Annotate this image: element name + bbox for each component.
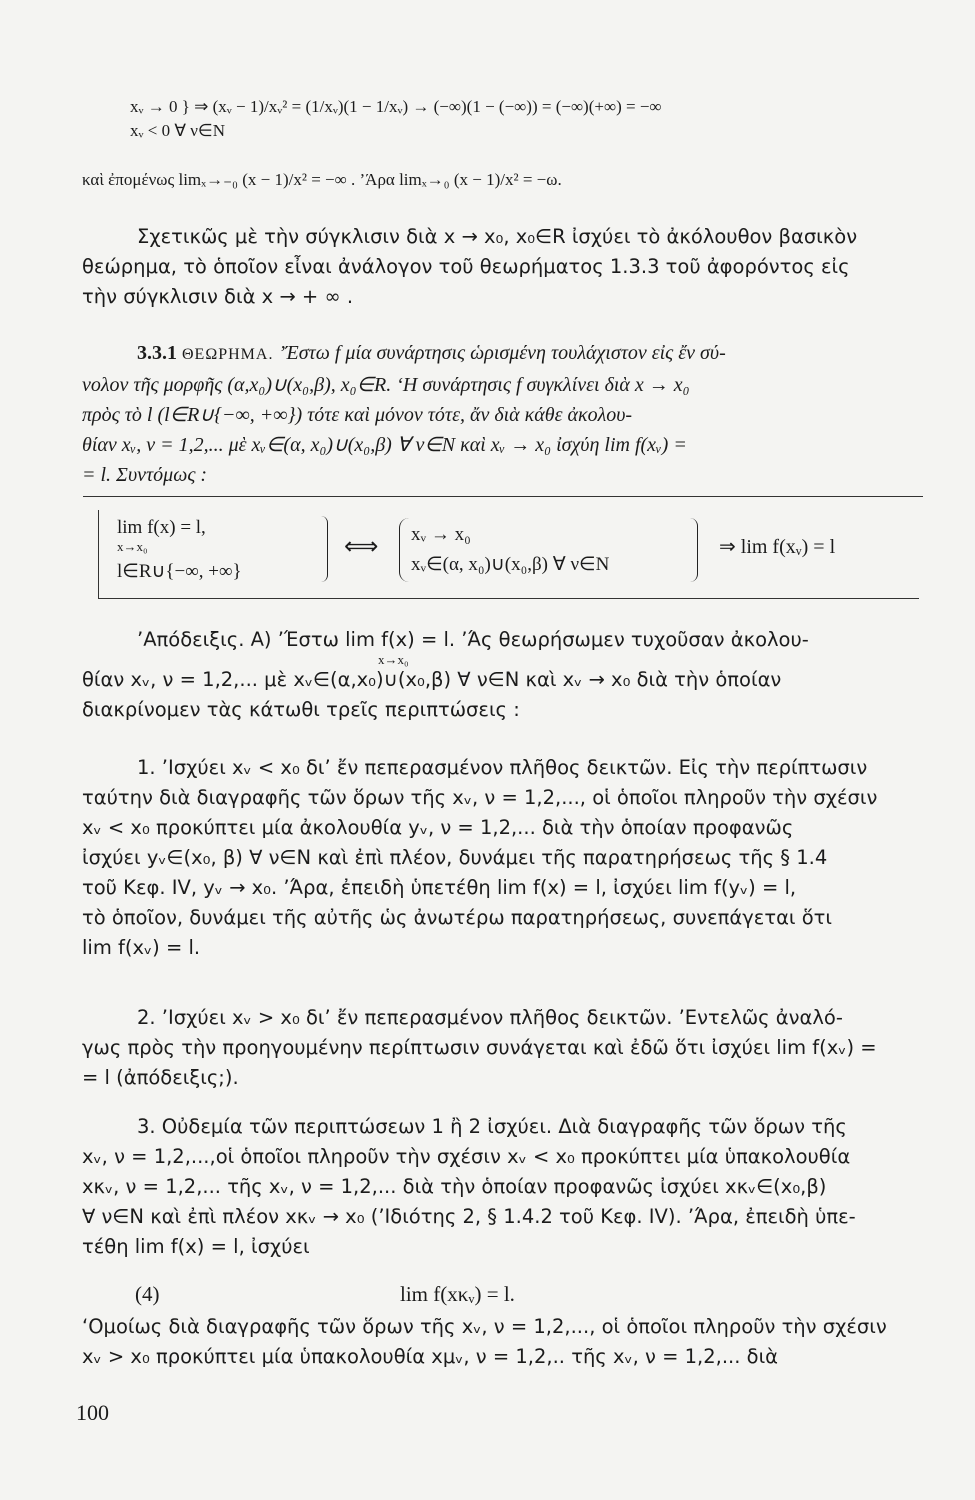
theorem-text: ’Έστω f μία συνάρτησις ὡρισμένη τουλάχιστον εἰς ἔν σύ- — [278, 342, 726, 364]
box-right: ⇒ lim f(xᵥ) = l — [719, 536, 836, 558]
case-line: 3. Οὐδεμία τῶν περιπτώσεων 1 ἢ 2 ἰσχύει. Διὰ διαγραφῆς τῶν ὅρων τῆς — [137, 1115, 847, 1138]
proof-line: ’Απόδειξις. Α) ’Έστω lim f(x) = l. ’Άς θεωρήσωμεν τυχοῦσαν ἀκολου- — [137, 628, 809, 651]
box-mid-convergence: xᵥ → x₀ — [411, 524, 471, 545]
case-line: xᵥ < x₀ προκύπτει μία ἀκολουθία yᵥ, ν = 1,2,... διὰ τὴν ὁποίαν προφανῶς — [82, 816, 794, 839]
page-number: 100 — [76, 1400, 109, 1425]
theorem-summary-box — [98, 510, 919, 599]
equation-line-2: xᵥ < 0 ∀ ν∈N — [130, 121, 225, 140]
box-left-subscript: x→x₀ — [117, 539, 148, 554]
theorem-number: 3.3.1 — [137, 342, 177, 364]
text-line: Σχετικῶς μὲ τὴν σύγκλισιν διὰ x → x₀, x₀∈R ἰσχύει τὸ ἀκόλουθον βασικὸν — [137, 225, 858, 248]
theorem-first-line — [82, 338, 932, 370]
case-line: ταύτην διὰ διαγραφῆς τῶν ὅρων τῆς xᵥ, ν = 1,2,..., οἱ ὁποῖοι πληροῦν τὴν σχέσιν — [82, 786, 878, 809]
case-line: 1. ’Ισχύει xᵥ < x₀ δι’ ἔν πεπερασμένον πλῆθος δεικτῶν. Εἰς τὴν περίπτωσιν — [137, 756, 868, 779]
box-mid — [411, 520, 711, 580]
case-line: xᵥ, ν = 1,2,...,οἱ ὁποῖοι πληροῦν τὴν σχέσιν xᵥ < x₀ προκύπτει μία ὑπακολουθία — [82, 1145, 851, 1168]
case-1 — [82, 753, 932, 963]
proof-intro — [82, 625, 932, 725]
final-paragraph — [82, 1312, 932, 1372]
case-line: = l (ἀπόδειξις;). — [82, 1066, 239, 1089]
box-mid-bracket-close — [689, 518, 698, 582]
box-left-condition: l∈R∪{−∞, +∞} — [117, 561, 242, 582]
final-line: ‘Ομοίως διὰ διαγραφῆς τῶν ὅρων τῆς xᵥ, ν = 1,2,..., οἱ ὁποῖοι πληροῦν τὴν σχέσιν — [82, 1315, 887, 1338]
equation-4 — [135, 1282, 835, 1307]
case-line: γως πρὸς τὴν προηγουμένην περίπτωσιν συνάγεται καὶ ἐδῶ ὅτι ἰσχύει lim f(xᵥ) = — [82, 1036, 877, 1059]
case-3 — [82, 1112, 932, 1262]
case-2 — [82, 1003, 932, 1093]
box-left-limit: lim f(x) = l, — [117, 517, 206, 538]
case-line: lim f(xᵥ) = l. — [82, 936, 201, 959]
theorem-block — [82, 338, 932, 490]
theorem-text: πρὸς τὸ l (l∈R∪{−∞, +∞}) τότε καὶ μόνον τότε, ἄν διὰ κάθε ἀκολου- — [82, 404, 633, 426]
case-line: ἰσχύει yᵥ∈(x₀, β) ∀ ν∈N καὶ ἐπὶ πλέον, δυνάμει τῆς παρατηρήσεως τῆς § 1.4 — [82, 846, 828, 869]
equation-4-body: lim f(xκᵥ) = l. — [400, 1282, 515, 1306]
case-line: τέθη lim f(x) = l, ἰσχύει — [82, 1235, 310, 1258]
equation-line-1: xᵥ → 0 } ⇒ (xᵥ − 1)/xᵥ² = (1/xᵥ)(1 − 1/xᵥ) → (−∞)(1 − (−∞)) = (−∞)(+∞) = −∞ — [130, 97, 662, 116]
theorem-text: νολον τῆς μορφῆς (α,x₀)∪(x₀,β), x₀∈R. ‘Η συνάρτησις f συγκλίνει διὰ x → x₀ — [82, 374, 690, 396]
iff-symbol: ⟺ — [344, 534, 379, 560]
proof-line: θίαν xᵥ, ν = 1,2,... μὲ xᵥ∈(α,x₀)∪(x₀,β) ∀ ν∈N καὶ xᵥ → x₀ διὰ τὴν ὁποίαν — [82, 668, 782, 691]
equation-4-label: (4) — [135, 1282, 160, 1306]
theorem-text: = l. Συντόμως : — [82, 464, 208, 486]
case-line: ∀ ν∈N καὶ ἐπὶ πλέον xκᵥ → x₀ (’Ιδιότης 2, § 1.4.2 τοῦ Κεφ. IV). ’Άρα, ἐπειδὴ ὑπε- — [82, 1205, 856, 1228]
box-left — [117, 516, 317, 584]
case-line: 2. ’Ισχύει xᵥ > x₀ δι’ ἔν πεπερασμένον πλῆθος δεικτῶν. ’Εντελῶς ἀναλό- — [137, 1006, 843, 1029]
hence-line: καὶ ἐπομένως limₓ→₋₀ (x − 1)/x² = −∞ . ’Άρα limₓ→₀ (x − 1)/x² = −ω. — [82, 170, 562, 189]
proof-line: διακρίνομεν τὰς κάτωθι τρεῖς περιπτώσεις : — [82, 698, 520, 721]
case-line: τὸ ὁποῖον, δυνάμει τῆς αὐτῆς ὡς ἀνωτέρω παρατηρήσεως, συνεπάγεται ὅτι — [82, 906, 832, 929]
box-mid-condition: xᵥ∈(α, x₀)∪(x₀,β) ∀ ν∈N — [411, 554, 610, 575]
case-line: τοῦ Κεφ. IV, yᵥ → x₀. ’Άρα, ἐπειδὴ ὑπετέθη lim f(x) = l, ἰσχύει lim f(yᵥ) = l, — [82, 876, 797, 899]
box-mid-bracket-open — [399, 518, 410, 582]
proof-subscript: x→x₀ — [378, 652, 409, 667]
final-line: xᵥ > x₀ προκύπτει μία ὑπακολουθία xμᵥ, ν = 1,2,.. τῆς xᵥ, ν = 1,2,... διὰ — [82, 1345, 779, 1368]
case-line: xκᵥ, ν = 1,2,... τῆς xᵥ, ν = 1,2,... διὰ τὴν ὁποίαν προφανῶς ἰσχύει xκᵥ∈(x₀,β) — [82, 1175, 827, 1198]
text-line: τὴν σύγκλισιν διὰ x → + ∞ . — [82, 285, 354, 308]
theorem-text: θίαν xᵥ, ν = 1,2,... μὲ xᵥ∈(α, x₀)∪(x₀,β) ∀ ν∈N καὶ xᵥ → x₀ ἰσχύη lim f(xᵥ) = — [82, 434, 687, 456]
intro-paragraph — [82, 222, 932, 312]
theorem-heading: ΘΕΩΡΗΜΑ. — [182, 346, 274, 363]
text-line: θεώρημα, τὸ ὁποῖον εἶναι ἀνάλογον τοῦ θεωρήματος 1.3.3 τοῦ ἀφορόντος εἰς — [82, 255, 850, 278]
top-equation-block — [130, 95, 950, 143]
box-left-bracket — [321, 516, 328, 582]
